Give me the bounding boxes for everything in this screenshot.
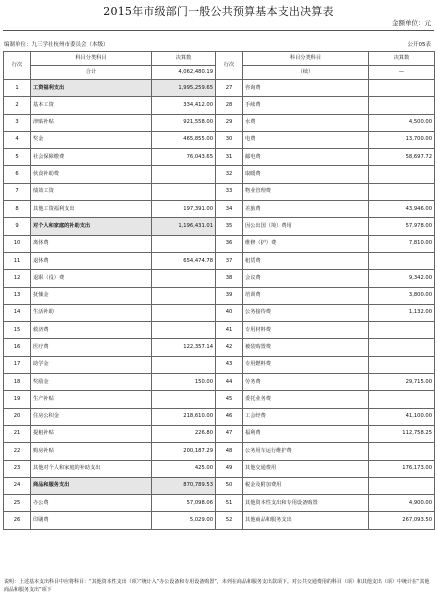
row-amount-left xyxy=(152,287,216,304)
row-number-right: 50 xyxy=(216,477,243,494)
row-item-right: 因公出国（境）费用 xyxy=(243,218,369,235)
row-item-right: 维修（护）费 xyxy=(243,235,369,252)
row-item-left: 助学金 xyxy=(31,356,152,373)
row-amount-left: 870,789.53 xyxy=(152,477,216,494)
total-label: 合计 xyxy=(31,66,152,80)
row-number-left: 8 xyxy=(4,201,31,218)
table-row xyxy=(4,495,435,512)
row-number-right: 40 xyxy=(216,304,243,321)
table-row xyxy=(4,304,435,321)
row-item-right: 被装购置费 xyxy=(243,339,369,356)
row-amount-right: 58,697.72 xyxy=(369,149,435,166)
row-number-right: 49 xyxy=(216,460,243,477)
row-item-right: 物业管理费 xyxy=(243,183,369,200)
header-amount-right: 决算数 xyxy=(369,52,435,66)
row-amount-left: 465,855.00 xyxy=(152,131,216,148)
row-amount-left: 1,196,431.01 xyxy=(152,218,216,235)
row-amount-left: 57,098.06 xyxy=(152,495,216,512)
row-item-left: 办公费 xyxy=(31,495,152,512)
row-number-right: 36 xyxy=(216,235,243,252)
row-item-right: 工会经费 xyxy=(243,408,369,425)
row-amount-left xyxy=(152,270,216,287)
row-item-left: 商品和服务支出 xyxy=(31,477,152,494)
table-row xyxy=(4,114,435,131)
row-number-left: 9 xyxy=(4,218,31,235)
row-number-right: 38 xyxy=(216,270,243,287)
table-row xyxy=(4,97,435,114)
row-item-left: 印刷费 xyxy=(31,512,152,529)
row-number-right: 39 xyxy=(216,287,243,304)
header-amount-left: 决算数 xyxy=(152,52,216,66)
table-row xyxy=(4,80,435,97)
row-amount-right xyxy=(369,443,435,460)
row-number-left: 17 xyxy=(4,356,31,373)
table-row xyxy=(4,218,435,235)
row-item-left: 伙食补助费 xyxy=(31,166,152,183)
row-item-left: 工资福利支出 xyxy=(31,80,152,97)
row-amount-left: 226.80 xyxy=(152,425,216,442)
table-body xyxy=(4,52,435,530)
row-amount-right xyxy=(369,80,435,97)
row-item-left: 奖金 xyxy=(31,131,152,148)
row-item-right: 电费 xyxy=(243,131,369,148)
table-row xyxy=(4,270,435,287)
header-item-left: 科目分类科目 xyxy=(31,52,152,66)
row-number-left: 25 xyxy=(4,495,31,512)
row-amount-left: 197,391.00 xyxy=(152,201,216,218)
row-amount-left: 150.00 xyxy=(152,374,216,391)
row-item-right: 取暖费 xyxy=(243,166,369,183)
row-amount-left xyxy=(152,391,216,408)
row-item-right: 税金及附加费用 xyxy=(243,477,369,494)
row-number-right: 29 xyxy=(216,114,243,131)
table-row xyxy=(4,183,435,200)
row-number-left: 1 xyxy=(4,80,31,97)
row-number-right: 33 xyxy=(216,183,243,200)
row-item-left: 退职（役）费 xyxy=(31,270,152,287)
table-row xyxy=(4,477,435,494)
row-number-left: 19 xyxy=(4,391,31,408)
row-amount-left xyxy=(152,322,216,339)
row-amount-right: 112,758.25 xyxy=(369,425,435,442)
row-number-left: 26 xyxy=(4,512,31,529)
row-number-left: 16 xyxy=(4,339,31,356)
row-number-right: 27 xyxy=(216,80,243,97)
row-amount-right: 57,978.00 xyxy=(369,218,435,235)
row-number-right: 35 xyxy=(216,218,243,235)
row-item-right: 培训费 xyxy=(243,287,369,304)
row-number-left: 3 xyxy=(4,114,31,131)
row-number-right: 46 xyxy=(216,408,243,425)
row-number-right: 28 xyxy=(216,97,243,114)
row-number-right: 44 xyxy=(216,374,243,391)
row-amount-right: 43,946.00 xyxy=(369,201,435,218)
row-number-left: 7 xyxy=(4,183,31,200)
row-amount-left: 334,412.00 xyxy=(152,97,216,114)
row-amount-right xyxy=(369,252,435,269)
row-number-right: 30 xyxy=(216,131,243,148)
row-amount-left: 200,187.29 xyxy=(152,443,216,460)
row-item-right: 专用材料费 xyxy=(243,322,369,339)
row-number-left: 2 xyxy=(4,97,31,114)
row-number-left: 12 xyxy=(4,270,31,287)
table-row xyxy=(4,252,435,269)
row-amount-right xyxy=(369,339,435,356)
row-item-right: 福利费 xyxy=(243,425,369,442)
row-amount-left: 921,558.00 xyxy=(152,114,216,131)
row-amount-left: 425.00 xyxy=(152,460,216,477)
row-number-right: 43 xyxy=(216,356,243,373)
row-amount-left: 76,043.65 xyxy=(152,149,216,166)
table-row xyxy=(4,374,435,391)
table-row xyxy=(4,356,435,373)
header-order: 行次 xyxy=(4,52,31,80)
row-item-right: 专用燃料费 xyxy=(243,356,369,373)
row-number-right: 41 xyxy=(216,322,243,339)
row-amount-right: 4,900.00 xyxy=(369,495,435,512)
row-amount-left: 122,357.14 xyxy=(152,339,216,356)
table-row xyxy=(4,512,435,529)
row-item-right: 其他交通费用 xyxy=(243,460,369,477)
org-label: 编制单位：九三学社杭州市委员会（本级） xyxy=(4,42,109,48)
row-number-left: 10 xyxy=(4,235,31,252)
header-amount-right-sub: — xyxy=(369,66,435,80)
row-number-right: 37 xyxy=(216,252,243,269)
row-amount-right xyxy=(369,477,435,494)
row-number-left: 6 xyxy=(4,166,31,183)
row-amount-left xyxy=(152,183,216,200)
row-amount-right: 4,500.00 xyxy=(369,114,435,131)
row-number-left: 20 xyxy=(4,408,31,425)
row-number-left: 4 xyxy=(4,131,31,148)
row-number-left: 11 xyxy=(4,252,31,269)
row-number-left: 5 xyxy=(4,149,31,166)
row-number-right: 31 xyxy=(216,149,243,166)
row-item-left: 医疗费 xyxy=(31,339,152,356)
row-item-left: 生产补贴 xyxy=(31,391,152,408)
row-item-left: 退休费 xyxy=(31,252,152,269)
row-item-left: 其他工资福利支出 xyxy=(31,201,152,218)
table-row xyxy=(4,443,435,460)
row-number-left: 21 xyxy=(4,425,31,442)
row-number-right: 47 xyxy=(216,425,243,442)
row-amount-right: 7,810.00 xyxy=(369,235,435,252)
header-row xyxy=(4,52,435,66)
row-item-right: 租赁费 xyxy=(243,252,369,269)
row-item-right: 差旅费 xyxy=(243,201,369,218)
row-amount-left: 654,474.78 xyxy=(152,252,216,269)
row-number-left: 23 xyxy=(4,460,31,477)
row-item-left: 购房补贴 xyxy=(31,443,152,460)
header-order-right: 行次 xyxy=(216,52,243,80)
row-number-left: 24 xyxy=(4,477,31,494)
form-code: 公开05表 xyxy=(407,42,431,48)
row-amount-left xyxy=(152,166,216,183)
row-number-left: 13 xyxy=(4,287,31,304)
row-number-right: 48 xyxy=(216,443,243,460)
row-item-left: 津贴补贴 xyxy=(31,114,152,131)
row-item-right: 委托业务费 xyxy=(243,391,369,408)
row-amount-right: 13,700.00 xyxy=(369,131,435,148)
row-amount-right: 176,173.00 xyxy=(369,460,435,477)
table-row xyxy=(4,391,435,408)
row-number-left: 15 xyxy=(4,322,31,339)
table-row xyxy=(4,460,435,477)
table-row xyxy=(4,425,435,442)
table-row xyxy=(4,408,435,425)
row-number-right: 51 xyxy=(216,495,243,512)
table-row xyxy=(4,149,435,166)
row-amount-left: 5,029.00 xyxy=(152,512,216,529)
row-amount-left xyxy=(152,235,216,252)
row-amount-right xyxy=(369,166,435,183)
unit-label: 金额单位：元 xyxy=(392,19,431,27)
row-item-right: 邮电费 xyxy=(243,149,369,166)
row-item-right: 劳务费 xyxy=(243,374,369,391)
row-amount-right xyxy=(369,356,435,373)
row-amount-left xyxy=(152,304,216,321)
row-amount-right: 3,800.00 xyxy=(369,287,435,304)
row-item-right: 公务用车运行维护费 xyxy=(243,443,369,460)
row-number-right: 45 xyxy=(216,391,243,408)
row-item-left: 基本工资 xyxy=(31,97,152,114)
row-amount-left: 1,995,259.65 xyxy=(152,80,216,97)
title-divider xyxy=(3,30,434,31)
table-row xyxy=(4,235,435,252)
table-row xyxy=(4,131,435,148)
row-amount-right: 1,132.00 xyxy=(369,304,435,321)
row-number-right: 32 xyxy=(216,166,243,183)
row-amount-right xyxy=(369,97,435,114)
row-item-right: 其他商品和服务支出 xyxy=(243,512,369,529)
row-item-left: 生活补助 xyxy=(31,304,152,321)
row-item-right: 会议费 xyxy=(243,270,369,287)
row-item-right: 其他资本性支出和专用设备购置 xyxy=(243,495,369,512)
budget-table xyxy=(3,51,435,530)
table-row xyxy=(4,339,435,356)
table-row xyxy=(4,287,435,304)
row-item-left: 离休费 xyxy=(31,235,152,252)
table-row xyxy=(4,201,435,218)
row-item-right: 手续费 xyxy=(243,97,369,114)
row-amount-right xyxy=(369,322,435,339)
row-number-left: 22 xyxy=(4,443,31,460)
row-item-right: 水费 xyxy=(243,114,369,131)
header-item-right: 科目分类科目 xyxy=(243,52,369,66)
row-number-right: 42 xyxy=(216,339,243,356)
table-row xyxy=(4,166,435,183)
row-amount-right: 9,342.00 xyxy=(369,270,435,287)
row-item-left: 绩效工资 xyxy=(31,183,152,200)
row-item-left: 提租补贴 xyxy=(31,425,152,442)
header-item-right-sub: （续） xyxy=(243,66,369,80)
row-amount-left xyxy=(152,356,216,373)
row-item-left: 其他对个人和家庭的补助支出 xyxy=(31,460,152,477)
row-item-left: 社会保障缴费 xyxy=(31,149,152,166)
row-number-right: 34 xyxy=(216,201,243,218)
row-item-left: 对个人和家庭的补助支出 xyxy=(31,218,152,235)
table-row xyxy=(4,322,435,339)
row-item-right: 咨询费 xyxy=(243,80,369,97)
row-number-right: 52 xyxy=(216,512,243,529)
row-amount-right xyxy=(369,183,435,200)
page-title: 2015年市级部门一般公共预算基本支出决算表 xyxy=(103,5,334,18)
row-item-left: 抚恤金 xyxy=(31,287,152,304)
row-item-left: 救济费 xyxy=(31,322,152,339)
row-item-right: 公务接待费 xyxy=(243,304,369,321)
row-amount-right: 29,715.00 xyxy=(369,374,435,391)
row-number-left: 18 xyxy=(4,374,31,391)
total-amount: 4,062,480.19 xyxy=(152,66,216,80)
row-number-left: 14 xyxy=(4,304,31,321)
row-amount-right xyxy=(369,391,435,408)
row-amount-left: 218,610.00 xyxy=(152,408,216,425)
footnote: 说明：上述基本支出科目中应将科目：“其他资本性支出（项）”统计入“办公设备和专用设备购置”，未列在商品和服务支出款项下。对公共交通费用的科目（项）和其他支出（项）中统计在“其他商品和服务支出”项下 xyxy=(4,579,430,593)
row-item-left: 奖励金 xyxy=(31,374,152,391)
row-amount-right: 267,093.50 xyxy=(369,512,435,529)
row-item-left: 住房公积金 xyxy=(31,408,152,425)
row-amount-right: 41,100.00 xyxy=(369,408,435,425)
